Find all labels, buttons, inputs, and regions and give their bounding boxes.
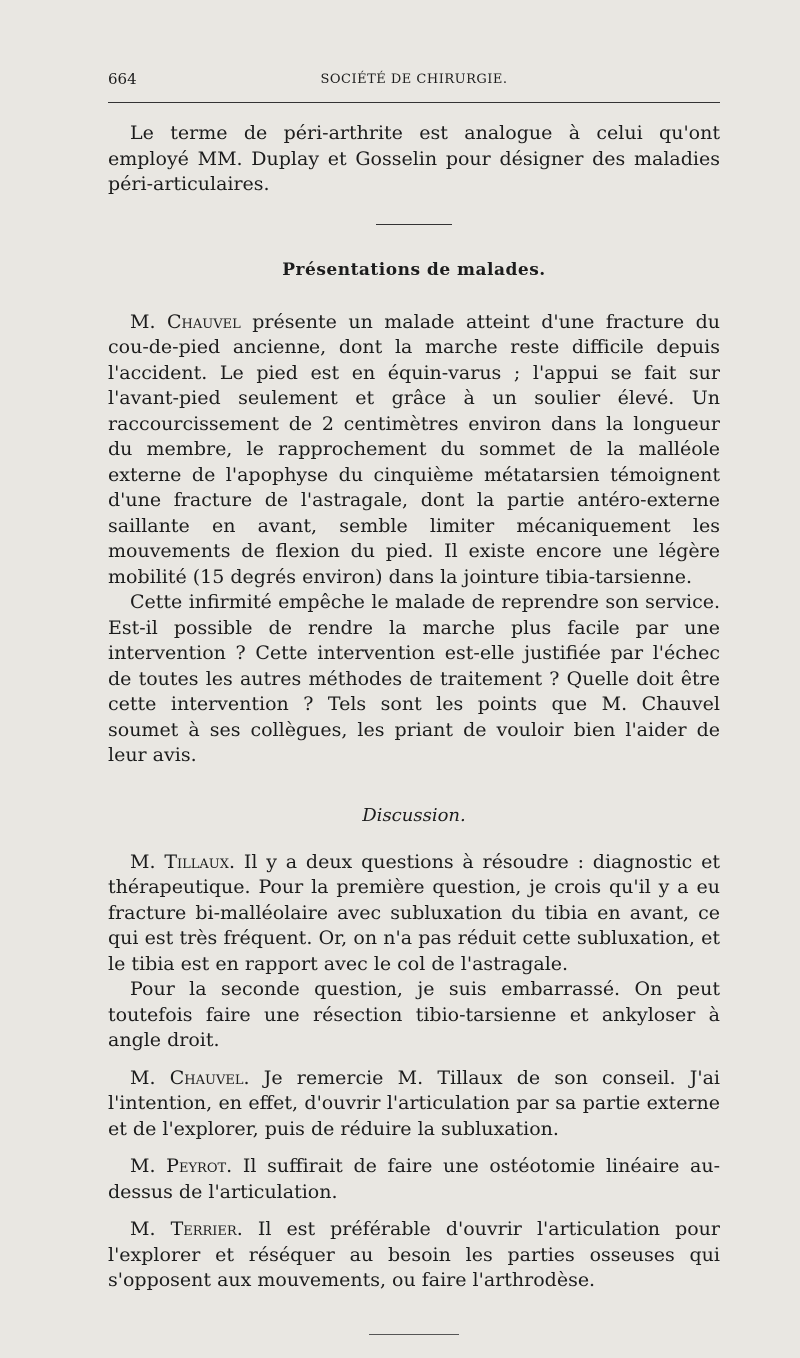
section-divider — [376, 224, 452, 225]
paragraph-text: Il suffirait de faire une ostéotomie linéaire au-dessus de l'articulation. — [108, 1155, 720, 1203]
speaker-prefix: M. — [130, 1155, 156, 1177]
speaker-name: Tillaux. — [164, 850, 236, 873]
discussion-heading: Discussion. — [362, 804, 466, 826]
speaker-prefix: M. — [130, 310, 156, 333]
discussion-paragraph — [108, 850, 720, 978]
end-divider — [369, 1334, 459, 1335]
speaker-prefix: M. — [130, 850, 156, 873]
speaker-name: Peyrot. — [166, 1155, 233, 1177]
discussion-paragraph — [108, 1154, 720, 1205]
paragraph-text: Je remercie M. Tillaux de son conseil. J'ai l'intention, en effet, d'ouvrir l'articulation par sa partie externe et de l'explorer, puis de réduire la subluxation. — [108, 1066, 720, 1140]
speaker-prefix: M. — [130, 1066, 156, 1089]
paragraph-text: présente un malade atteint d'une fracture du cou-de-pied ancienne, dont la marche reste difficile depuis l'accident. Le pied est en équin-varus ; l'appui se fait sur l'avant-pied seulement et grâce à un soulier élevé. Un raccourcissement de 2 centimètres environ dans la longueur du membre, le rapprochement du sommet de la malléole externe de l'apophyse du cinquième métatarsien témoignent d'une fracture de l'astragale, dont la partie antéro-externe saillante en avant, semble limiter mécaniquement les mouvements de flexion du pied. Il existe encore une légère mobilité (15 degrés environ) dans la jointure tibia-tarsienne. — [108, 310, 720, 588]
intro-paragraph: Le terme de péri-arthrite est analogue à celui qu'ont employé MM. Duplay et Gosselin pour désigner des maladies péri-articulaires. — [108, 122, 720, 195]
discussion-paragraph — [108, 1066, 720, 1143]
speaker-prefix: M. — [130, 1218, 156, 1240]
presentation-paragraph — [108, 310, 720, 591]
paragraph-text: Il est préférable d'ouvrir l'articulation pour l'explorer et réséquer au besoin les parties osseuses qui s'opposent aux mouvements, ou faire l'arthrodèse. — [108, 1218, 721, 1291]
speaker-name: Chauvel. — [169, 1066, 250, 1089]
speaker-name: Chauvel — [167, 310, 241, 333]
section-heading: Présentations de malades. — [282, 259, 546, 280]
discussion-paragraph — [108, 977, 720, 1054]
discussion-paragraph — [108, 1217, 720, 1294]
header-rule — [108, 102, 720, 103]
continuation-paragraph: Cette infirmité empêche le malade de reprendre son service. Est-il possible de rendre la marche plus facile par une intervention ? Cette intervention est-elle justifiée par l'échec de toutes les autres méthodes de traitement ? Quelle doit être cette intervention ? Tels sont les points que M. Chauvel soumet à ses collègues, les priant de vouloir bien l'aider de leur avis. — [108, 591, 720, 766]
page-number: 664 — [108, 70, 137, 88]
paragraph-text: Pour la seconde question, je suis embarrassé. On peut toutefois faire une résection tibio-tarsienne et ankyloser à angle droit. — [108, 978, 720, 1051]
speaker-name: Terrier. — [170, 1218, 243, 1240]
paragraph-text: Il y a deux questions à résoudre : diagnostic et thérapeutique. Pour la première question, je crois qu'il y a eu fracture bi-malléolaire avec subluxation du tibia en avant, ce qui est très fréquent. Or, on n'a pas réduit cette subluxation, et le tibia est en rapport avec le col de l'astragale. — [108, 850, 720, 975]
body-text — [108, 121, 720, 1335]
running-head — [108, 70, 720, 92]
journal-title: SOCIÉTÉ DE CHIRURGIE. — [320, 72, 508, 87]
